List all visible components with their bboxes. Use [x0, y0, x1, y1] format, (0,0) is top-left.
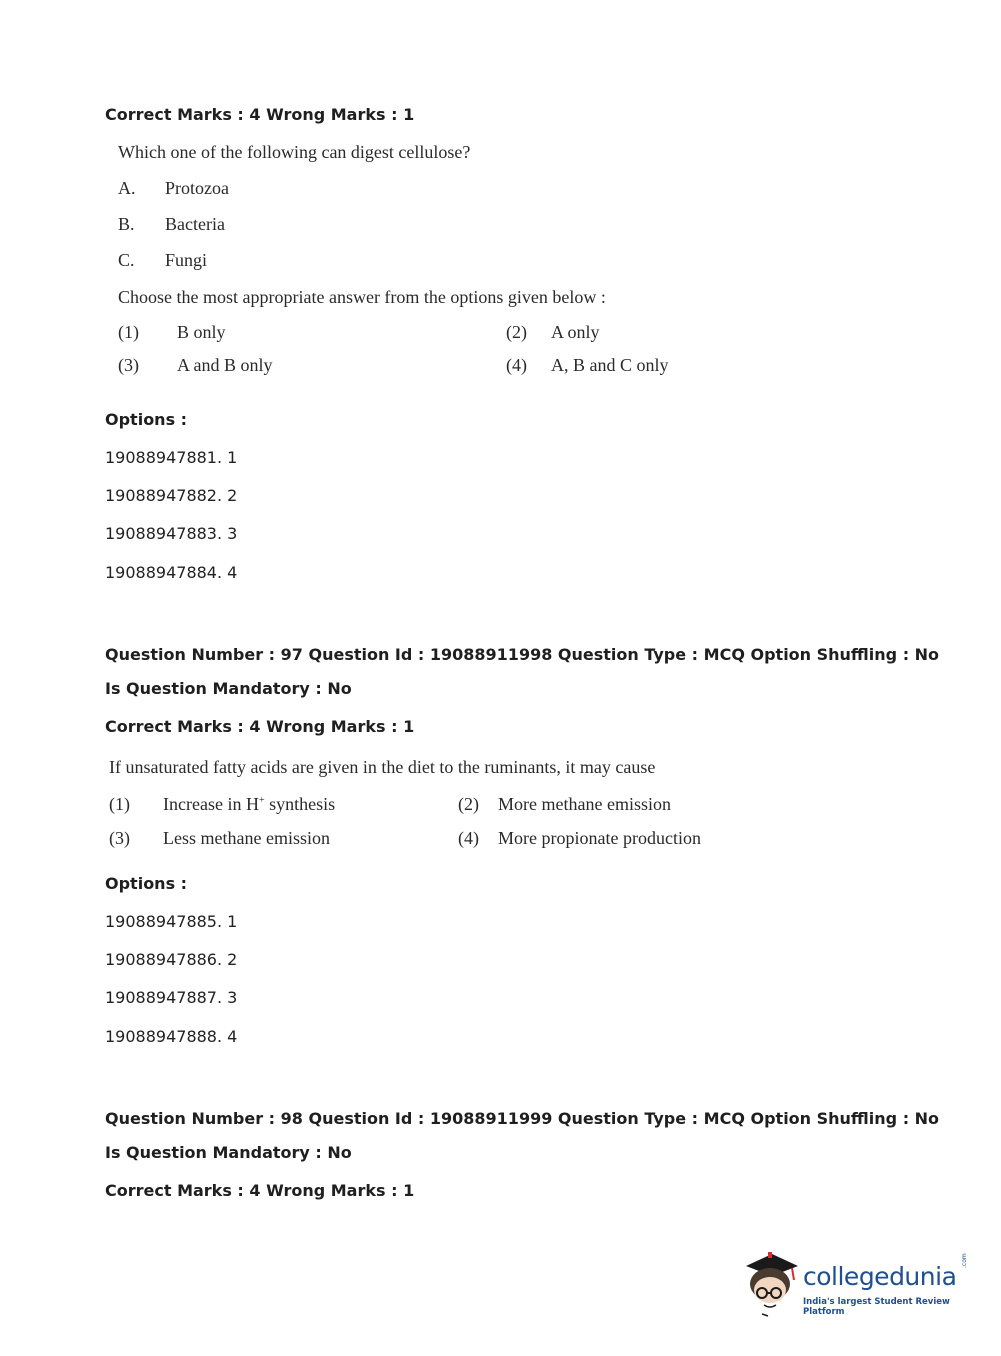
q97-choice-num: (1) — [109, 794, 130, 814]
logo-wordmark: collegedunia — [803, 1262, 957, 1291]
q98-marks: Correct Marks : 4 Wrong Marks : 1 — [105, 1181, 415, 1200]
q96-choice-text: A only — [551, 322, 600, 342]
q97-stem: If unsaturated fatty acids are given in the diet to the ruminants, it may cause — [109, 757, 656, 777]
q96-stem: Which one of the following can digest cellulose? — [118, 142, 471, 162]
q97-option: 19088947888. 4 — [105, 1027, 238, 1046]
q97-options-label: Options : — [105, 874, 188, 893]
q96-option: 19088947883. 3 — [105, 524, 238, 543]
q96-item-letter: A. — [118, 178, 136, 198]
q97-choice-superscript: + — [258, 795, 265, 806]
q96-item-letter: B. — [118, 214, 135, 234]
q96-choice-num: (1) — [118, 322, 139, 342]
q97-choice-num: (2) — [458, 794, 479, 814]
q97-option: 19088947886. 2 — [105, 950, 238, 969]
q97-choice-num: (4) — [458, 828, 479, 848]
q97-choice-text — [163, 794, 335, 815]
q96-instruction: Choose the most appropriate answer from the options given below : — [118, 287, 606, 307]
q97-option: 19088947887. 3 — [105, 988, 238, 1007]
q96-options-label: Options : — [105, 410, 188, 429]
q98-header: Question Number : 98 Question Id : 19088911999 Question Type : MCQ Option Shuffling : No — [105, 1109, 940, 1128]
q97-option: 19088947885. 1 — [105, 912, 238, 931]
q97-choice-text-main: Increase in H — [163, 794, 259, 814]
q97-choice-text: Less methane emission — [163, 828, 330, 848]
q96-item-text: Fungi — [165, 250, 208, 270]
q96-option: 19088947884. 4 — [105, 563, 238, 582]
mascot-icon — [742, 1248, 802, 1318]
q96-choice-text: A and B only — [177, 355, 273, 375]
q96-option: 19088947882. 2 — [105, 486, 238, 505]
q97-choice-text: More methane emission — [498, 794, 671, 814]
q96-item-text: Protozoa — [165, 178, 229, 198]
q97-choice-text-tail: synthesis — [264, 794, 336, 814]
q96-choice-num: (4) — [506, 355, 527, 375]
q97-header: Question Number : 97 Question Id : 19088911998 Question Type : MCQ Option Shuffling : No — [105, 645, 940, 664]
q96-marks: Correct Marks : 4 Wrong Marks : 1 — [105, 105, 415, 124]
q96-option: 19088947881. 1 — [105, 448, 238, 467]
q96-choice-num: (3) — [118, 355, 139, 375]
logo-domain-suffix: .com — [961, 1253, 968, 1268]
q96-choice-text: A, B and C only — [551, 355, 669, 375]
q98-mandatory: Is Question Mandatory : No — [105, 1143, 352, 1162]
q97-choice-text: More propionate production — [498, 828, 701, 848]
logo-tagline: India's largest Student Review Platform — [803, 1297, 950, 1317]
collegedunia-logo[interactable] — [742, 1248, 972, 1318]
q96-choice-text: B only — [177, 322, 226, 342]
q96-choice-num: (2) — [506, 322, 527, 342]
q97-choice-num: (3) — [109, 828, 130, 848]
q96-item-letter: C. — [118, 250, 135, 270]
q96-item-text: Bacteria — [165, 214, 225, 234]
q97-marks: Correct Marks : 4 Wrong Marks : 1 — [105, 717, 415, 736]
q97-mandatory: Is Question Mandatory : No — [105, 679, 352, 698]
